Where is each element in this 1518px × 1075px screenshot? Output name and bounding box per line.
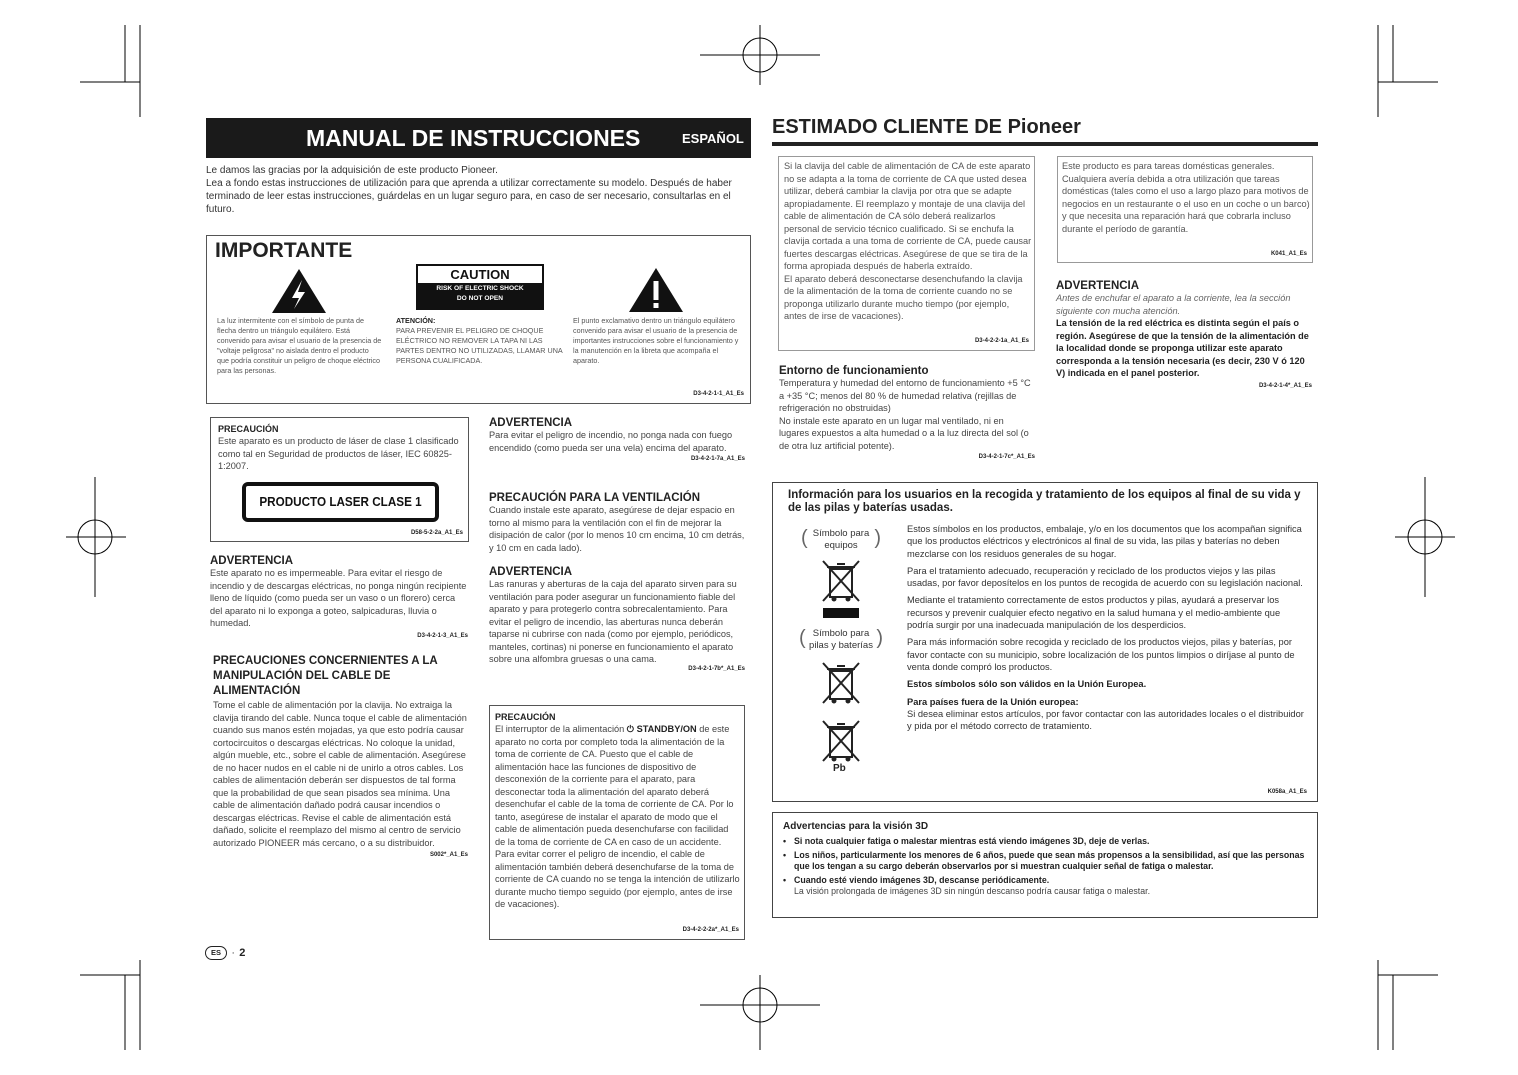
plug-box [778, 156, 1035, 351]
recycling-p1: Estos símbolos en los productos, embalaje, y/o en los documentos que los acompañan significa que los productos eléctricos y electrónicos al final de su vida, las pilas y baterías no deben mezclarse con los residuos generales de su hogar. [907, 524, 1302, 559]
slots-warning-text: Las ranuras y aberturas de la caja del aparato sirven para su ventilación para poder asegurar un funcionamiento fiable del aparato y para protegerlo contra sobrecalentamiento. Para evitar el peligro de incendio, las aberturas nunca deberán taparse ni cubrirse con nada (como por ejemplo, periódicos, manteles, cortinas) ni ponerse en funcionamiento el aparato sobre una alfombra gruesas o una cama. [489, 579, 737, 664]
exclamation-description: El punto exclamativo dentro un triángulo equilátero convenido para avisar el usuario de la presencia de importantes instrucciones sobre el funcionamiento y la manutención en la libreta que acompaña el aparato. [573, 316, 739, 365]
recycling-heading: Información para los usuarios en la recogida y tratamiento de los equipos al final de su vida y de las pilas y baterías usadas. [788, 489, 1301, 514]
battery-symbol-text: Símbolo para pilas y baterías [809, 628, 873, 651]
caution-line-1: RISK OF ELECTRIC SHOCK [436, 285, 524, 292]
equipment-symbol-text: Símbolo para equipos [812, 528, 870, 551]
environment-section [779, 365, 1035, 460]
customer-title: ESTIMADO CLIENTE DE Pioneer [772, 116, 1081, 138]
standby-text-b: de este aparato no corta por completo toda la alimentación de la toma de corriente de CA. Puesto que el cable de alimentación hace las funciones de dispositivo de desconexión de la corriente para el aparato, para desconectar toda la alimentación del aparato deberá desenchufar el cable de la toma de corriente de CA. Por lo tanto, asegúrese de instalar el aparato de modo que el cable de alimentación pueda desenchufarse con facilidad de la toma de corriente de CA en caso de un accidente. Para evitar correr el peligro de incendio, el cable de alimentación también deberá desenchufarse de la toma de corriente de CA cuando no se tenga la intención de utilizarlo durante mucho tiempo seguido (por ejemplo, antes de irse de vacaciones). [495, 724, 740, 909]
doc-code: D3-4-2-1-4*_A1_Es [1258, 382, 1312, 389]
caution-title: CAUTION [450, 267, 510, 282]
doc-code: D3-4-2-1-1_A1_Es [693, 391, 744, 397]
water-warning-heading: ADVERTENCIA [210, 555, 294, 567]
fire-warning-section [489, 417, 745, 462]
vision-3d-heading: Advertencias para la visión 3D [783, 821, 929, 832]
recycling-box [772, 482, 1318, 802]
page-number-value: 2 [239, 946, 246, 959]
page-number [205, 944, 245, 958]
lightning-description: La luz intermitente con el símbolo de punta de flecha dentro un triángulo equilátero. Está convenido para avisar el usuario de la presencia de "voltaje peligrosa" no aislada dentro el producto que podría constituir un peligro de choque eléctrico para las personas. [217, 316, 382, 375]
title-rule [772, 142, 1318, 146]
page-title: MANUAL DE INSTRUCCIONES [306, 125, 641, 151]
standby-precaution-text [495, 723, 741, 911]
vision-3d-bullet-2: • Los niños, particularmente los menores de 6 años, puede que sean más propensos a la sensibilidad, así que las personas que los tengan a su cargo deberán observarlos por si muestran cualquier señal de fatiga o malestar. [783, 850, 1308, 872]
doc-code: D3-4-2-2-1a_A1_Es [974, 338, 1029, 344]
laser-precaution-text: Este aparato es un producto de láser de clase 1 clasificado como tal en Seguridad de productos de láser, IEC 60825-1:2007. [218, 436, 459, 471]
power-cable-section [213, 654, 468, 858]
power-cable-text: Tome el cable de alimentación por la clavija. No extraiga la clavija tirando del cable. Nunca toque el cable de alimentación cuando sus manos estén mojadas, ya que esto podría causar cortocircuitos o descargas eléctricas. No coloque la unidad, algún mueble, etc., sobre el cable de alimentación. Asegúrese de no hacer nudos en el cable ni de unirlo a otros cables. Los cables de alimentación deberán ser dispuestos de tal forma que la probabilidad de que sean pisados sea mínima. Una cable de alimentación dañado podrá causar incendios o descargas eléctricas. Revise el cable de alimentación está dañado, solicite el reemplazo del mismo al centro de servicio autorizado PIONEER más cercano, o a su distribuidor. [213, 700, 467, 848]
lightning-warning-icon [270, 267, 328, 315]
doc-code: S002*_A1_Es [429, 852, 468, 858]
black-bar [823, 608, 859, 618]
doc-code: D3-4-2-1-7a_A1_Es [690, 456, 745, 462]
language-badge: ES [205, 946, 227, 960]
caution-line-2: DO NOT OPEN [456, 295, 504, 302]
standby-text-a: El interruptor de la alimentación [495, 724, 627, 734]
ventilation-text: Cuando instale este aparato, asegúrese de dejar espacio en torno al mismo para la ventilación con el fin de mejorar la disipación de calor (por lo menos 10 cm encima, 10 cm detrás, y 10 cm en cada lado). [489, 505, 745, 553]
laser-class-label [242, 482, 439, 522]
intro-line-2: Lea a fondo estas instrucciones de utilización para que aprenda a utilizar correctamente su modelo. Después de haber terminado de leer estas instrucciones, guárdelas en un lugar seguro para, en caso de ser necesario, consultarlas en el futuro. [206, 178, 732, 215]
doc-code: D3-4-2-1-7c*_A1_Es [978, 454, 1035, 460]
fire-warning-text: Para evitar el peligro de incendio, no ponga nada con fuego encendido (como pueda ser una vela) encima del aparato. [489, 430, 733, 453]
standby-precaution-box [489, 705, 745, 940]
voltage-warning-section [1056, 280, 1312, 389]
importante-heading: IMPORTANTE [215, 239, 353, 262]
doc-code: D3-4-2-1-3_A1_Es [417, 632, 468, 639]
plug-text-2: El aparato deberá desconectarse desenchufando la clavija de la alimentación de la toma de corriente cuando no se proponga utilizarlo durante mucho tiempo (por ejemplo, antes de irse de vacaciones). [784, 273, 1023, 321]
equipment-symbol-label: ( ) Símbolo para equipos [801, 527, 881, 551]
language-label: ESPAÑOL [682, 131, 744, 146]
recycling-p4: Para más información sobre recogida y reciclado de los productos viejos, pilas y baterías, por favor contacte con su municipio, sobre localización de los puntos limpios o diríjase al punto de venta donde compró los productos. [907, 637, 1295, 672]
recycling-p6: Si desea eliminar estos artículos, por favor contactar con las autoridades locales o el distribuidor y pida por el método correcto de tratamiento. [907, 708, 1304, 732]
standby-label: STANDBY/ON [636, 724, 697, 734]
ventilation-heading: PRECAUCIÓN PARA LA VENTILACIÓN [489, 492, 701, 504]
importante-box [206, 235, 751, 404]
battery-symbol-label: ( ) Símbolo para pilas y baterías [799, 627, 883, 651]
intro [206, 164, 741, 216]
environment-text-1: Temperatura y humedad del entorno de funcionamiento +5 °C a +35 °C; menos del 80 % de humedad relativa (rejillas de refrigeración no obstruidas) [779, 378, 1031, 413]
plug-text [784, 160, 1032, 323]
recycling-p6-heading: Para países fuera de la Unión europea: [907, 696, 1079, 707]
vision-3d-list [783, 836, 1308, 897]
environment-heading: Entorno de funcionamiento [779, 365, 929, 377]
atencion-text: PARA PREVENIR EL PELIGRO DE CHOQUE ELÉCTRICO NO REMOVER LA TAPA NI LAS PARTES DENTRO NO UTILIZADAS, LLAMAR UNA PERSONA CUALIFICADA. [396, 326, 563, 365]
pb-label: Pb [833, 763, 846, 774]
laser-class-text: PRODUCTO LASER CLASE 1 [259, 494, 422, 509]
recycling-text [907, 523, 1307, 732]
title-bar [206, 118, 751, 158]
voltage-warning-text: La tensión de la red eléctrica es distinta según el país o región. Asegúrese de que la tensión de la alimentación de la localidad donde se proponga utilizar este aparato corresponda a la tensión necesaria (es decir, 230 V ó 120 V) indicada en el panel posterior. [1056, 318, 1309, 378]
slots-warning-section [489, 566, 745, 672]
domestic-use-text: Este producto es para tareas domésticas generales. Cualquiera avería debida a otra utilización que tareas domésticas (tales como el uso a largo plazo para motivos de negocios en un restaurante o el uso en un coche o un barco) y que necesita una reparación hará que cobrarla incluso durante el período de garantía. [1062, 161, 1310, 234]
standby-precaution-heading: PRECAUCIÓN [495, 712, 556, 722]
crossed-bin-icon [819, 557, 863, 605]
laser-precaution-box [210, 417, 469, 542]
atencion-label: ATENCIÓN: [396, 316, 436, 325]
vision-3d-bullet-3: • Cuando esté viendo imágenes 3D, descanse periódicamente. [783, 875, 1308, 886]
fire-warning-heading: ADVERTENCIA [489, 417, 573, 429]
power-cable-heading: PRECAUCIONES CONCERNIENTES A LA MANIPULACIÓN DEL CABLE DE ALIMENTACIÓN [213, 655, 438, 697]
recycling-p2: Para el tratamiento adecuado, recuperación y reciclado de los productos viejos y las pilas usadas, por favor deposítelos en los puntos de recogida de acuerdo con su legislación nacional. [907, 565, 1303, 589]
vision-3d-bullet-3-sub: La visión prolongada de imágenes 3D sin ningún descanso podría causar fatiga o malestar. [794, 886, 1151, 896]
exclamation-warning-icon [627, 266, 685, 314]
ventilation-section [489, 492, 745, 554]
water-warning-section [210, 555, 468, 639]
doc-code: D3-4-2-1-7b*_A1_Es [688, 665, 745, 672]
crossed-bin-pb-icon [819, 717, 863, 765]
doc-code: K041_A1_Es [1270, 251, 1307, 257]
voltage-warning-heading: ADVERTENCIA [1056, 280, 1140, 292]
vision-3d-box [772, 812, 1318, 918]
atencion-block [396, 316, 566, 366]
crossed-bin-battery-icon [819, 659, 863, 707]
recycling-p3: Mediante el tratamiento correctamente de estos productos y pilas, ayudará a preservar los recursos y prevenir cualquier efecto negativo en la salud humana y el medio-ambiente que podría surgir por una inadecuada manipulación de los desperdicios. [907, 595, 1281, 631]
environment-text-2: No instale este aparato en un lugar mal ventilado, ni en lugares expuestos a alta humedad o a la luz directa del sol (o de otra luz artificial potente). [779, 415, 1029, 451]
doc-code: K058a_A1_Es [1267, 789, 1307, 795]
vision-3d-bullet-1: • Si nota cualquier fatiga o malestar mientras está viendo imágenes 3D, deje de verlas. [783, 836, 1308, 847]
plug-text-1: Si la clavija del cable de alimentación de CA de este aparato no se adapta a la toma de corriente de CA que usted desea utilizar, deberá cambiar la clavija por otra que se adapte apropiadamente. El reemplazo y montaje de una clavija del cable de alimentación de CA sólo deberá realizarlos personal de servicio técnico cualificado. Si se enchufa la clavija cortada a una toma de corriente de CA, puede causar fuertes descargas eléctricas. Asegúrese de que se tira de la forma apropiada después de haberla extraído. [784, 161, 1032, 271]
water-warning-text: Este aparato no es impermeable. Para evitar el riesgo de incendio y de descargas eléctricas, no ponga ningún recipiente lleno de líquido (como pueda ser un vaso o un florero) cerca del aparato ni lo exponga a goteo, salpicaduras, lluvia o humedad. [210, 568, 467, 628]
laser-precaution-heading: PRECAUCIÓN [218, 424, 279, 434]
doc-code: D58-5-2-2a_A1_Es [410, 530, 463, 536]
voltage-warning-intro: Antes de enchufar el aparato a la corriente, lea la sección siguiente con mucha atención. [1056, 293, 1291, 316]
page-separator: · [231, 947, 235, 959]
recycling-p5: Estos símbolos sólo son válidos en la Unión Europea. [907, 679, 1147, 690]
power-icon: ⏻ [626, 724, 637, 734]
domestic-use-box [1057, 156, 1313, 263]
doc-code: D3-4-2-2-2a*_A1_Es [682, 927, 739, 933]
slots-warning-heading: ADVERTENCIA [489, 566, 573, 578]
caution-label [416, 264, 544, 310]
intro-line-1: Le damos las gracias por la adquisición de este producto Pioneer. [206, 165, 498, 176]
